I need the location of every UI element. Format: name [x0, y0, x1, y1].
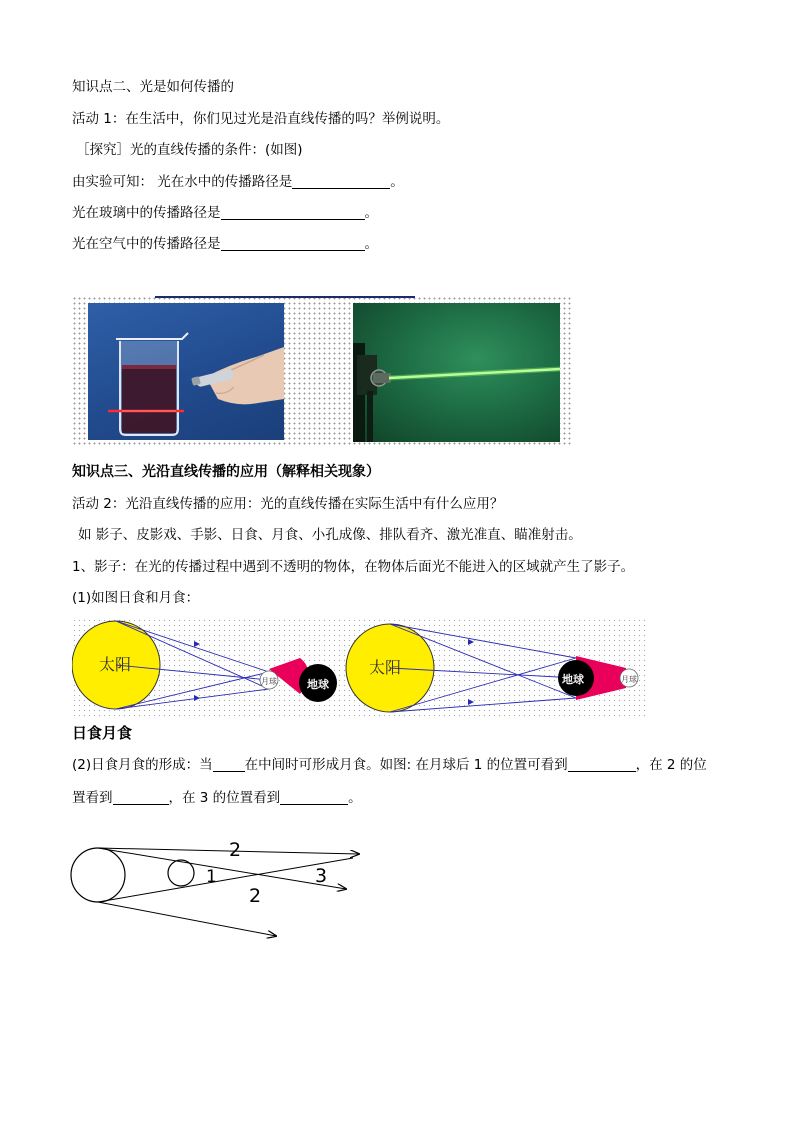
q-blank-pos3[interactable] [280, 790, 348, 805]
examples-text: 如 影子、皮影戏、手影、日食、月食、小孔成像、排队看齐、激光准直、瞄准射击。 [78, 527, 582, 543]
green-laser-photo [353, 303, 560, 442]
earth-label-left: 地球 [307, 678, 329, 691]
air-line [72, 235, 378, 253]
q-part3: ，在 2 的位 [635, 757, 707, 773]
q-blank-middle[interactable] [213, 757, 245, 772]
section3-heading: 知识点三、光沿直线传播的应用（解释相关现象） [72, 464, 380, 480]
q-part4: 置看到 [72, 790, 113, 806]
sun-circle [71, 848, 125, 902]
shadow-definition: 1、影子：在光的传播过程中遇到不透明的物体，在物体后面光不能进入的区域就产生了影子。 [72, 559, 635, 575]
q-part2: 在中间时可形成月食。如图: 在月球后 1 的位置可看到 [244, 757, 568, 773]
water-period: 。 [390, 174, 404, 190]
q-blank-pos1[interactable] [568, 757, 636, 772]
air-prefix: 光在空气中的传播路径是 [72, 236, 221, 252]
eclipse-diagrams [72, 618, 648, 718]
green-laser-drawing [353, 303, 560, 442]
earth-label-right: 地球 [562, 673, 584, 686]
shadow-cone-diagram [66, 830, 366, 945]
moon-label-left: 月球 [261, 677, 277, 686]
sun-label-right: 太阳 [369, 658, 402, 677]
solar-eclipse-diagram [72, 621, 337, 709]
section2-heading: 知识点二、光是如何传播的 [72, 79, 234, 95]
sun-label-left: 太阳 [99, 655, 132, 674]
label-2-bottom: 2 [249, 885, 262, 907]
activity2-text: 活动 2：光沿直线传播的应用：光的直线传播在实际生活中有什么应用？ [72, 496, 504, 512]
question-line1 [72, 756, 707, 774]
label-3: 3 [315, 865, 328, 887]
question-line2 [72, 789, 362, 807]
moon-circle [168, 860, 194, 886]
q-part1: (2)日食月食的形成：当 [72, 757, 213, 773]
explore-text: ［探究］光的直线传播的条件：(如图) [76, 142, 303, 158]
air-blank[interactable] [221, 236, 365, 251]
q-part5: ，在 3 的位置看到 [168, 790, 281, 806]
glass-period: 。 [364, 205, 378, 221]
water-line [72, 173, 404, 191]
lunar-eclipse-diagram [346, 624, 638, 712]
moon-label-right: 月球 [621, 675, 637, 684]
beaker-laser-photo [88, 303, 284, 440]
label-2-top: 2 [229, 839, 242, 861]
item1-text: (1)如图日食和月食： [72, 590, 200, 606]
beaker-laser-drawing [88, 303, 284, 440]
q-end: 。 [348, 790, 362, 806]
photo-divider [155, 296, 415, 298]
glass-prefix: 光在玻璃中的传播路径是 [72, 205, 221, 221]
q-blank-pos2[interactable] [113, 790, 169, 805]
eclipse-subheading: 日食月食 [72, 724, 133, 742]
glass-line [72, 204, 378, 222]
label-1: 1 [206, 867, 217, 887]
air-period: 。 [364, 236, 378, 252]
glass-blank[interactable] [221, 205, 365, 220]
activity1-text: 活动 1：在生活中，你们见过光是沿直线传播的吗？举例说明。 [72, 111, 450, 127]
water-blank[interactable] [292, 174, 390, 189]
water-prefix: 由实验可知： 光在水中的传播路径是 [72, 174, 293, 190]
